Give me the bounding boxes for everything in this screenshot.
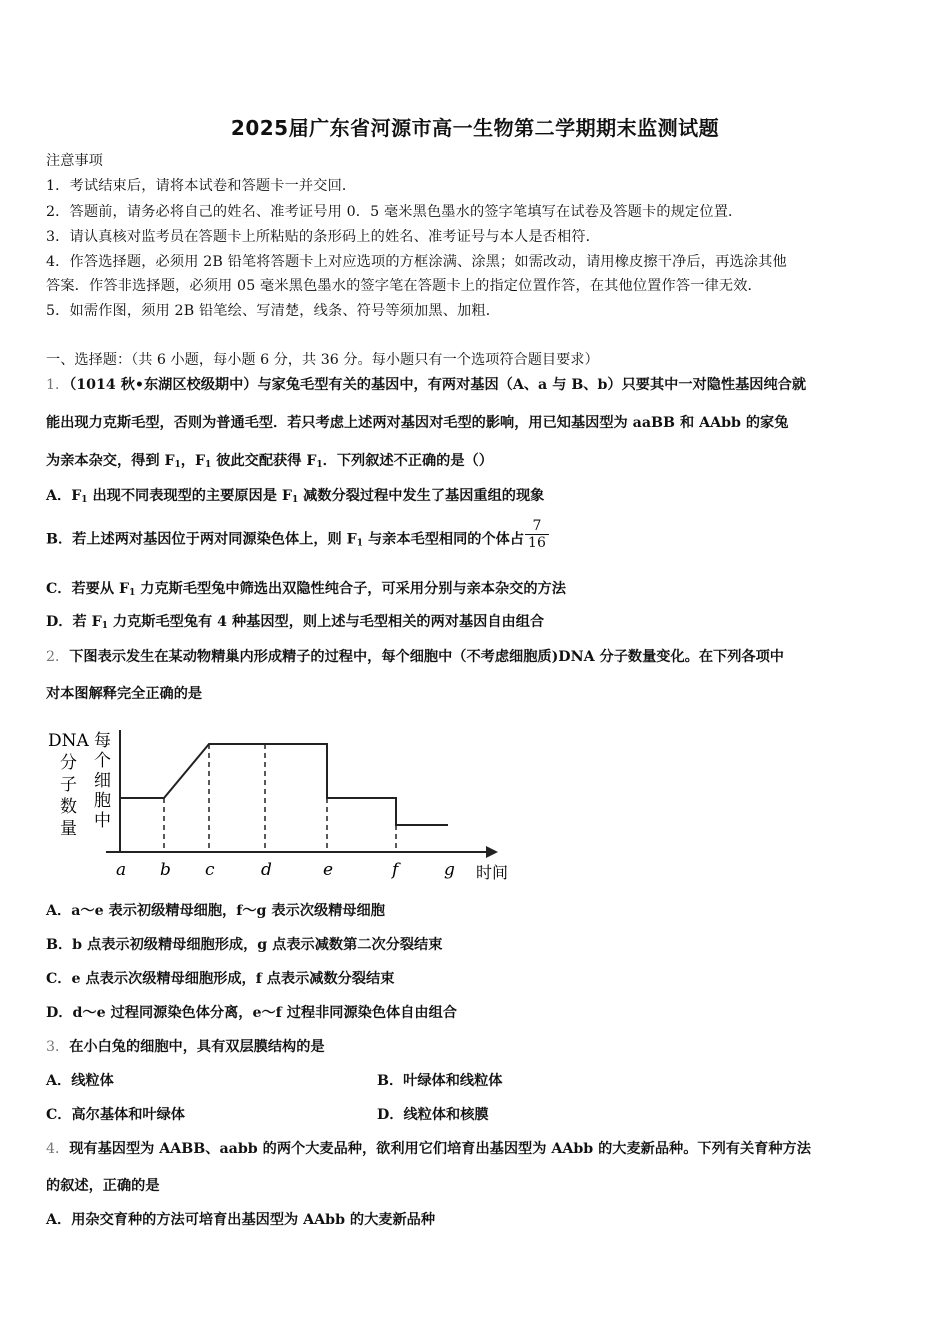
q1-line2: 能出现力克斯毛型，否则为普通毛型．若只考虑上述两对基因对毛型的影响，用已知基因型为 aaBB 和 AAbb 的家兔 xyxy=(46,415,789,431)
q3-option-a: A．线粒体 xyxy=(46,1073,114,1089)
page-title: 2025届广东省河源市高一生物第二学期期末监测试题 xyxy=(230,116,720,140)
q1-option-c: C．若要从 $F_1$ 力克斯毛型兔中筛选出双隐性纯合子，可采用分别与亲本杂交的方法 xyxy=(46,581,566,598)
y-label-char: 分 xyxy=(60,753,77,773)
y-label-char: 细 xyxy=(94,771,111,791)
q4-number: 4． xyxy=(46,1141,70,1157)
q4-line2: 的叙述，正确的是 xyxy=(46,1178,160,1194)
fraction: $\frac{7}{16}$ xyxy=(525,518,549,551)
x-tick-label-b: b xyxy=(160,860,171,880)
x-axis-arrow xyxy=(486,846,498,858)
x-tick-label-f: f xyxy=(392,860,399,880)
dna-series-line xyxy=(120,744,448,825)
q4-option-a: A．用杂交育种的方法可培育出基因型为 AAbb 的大麦新品种 xyxy=(46,1212,436,1228)
q1-number: 1． xyxy=(46,377,70,393)
x-tick-label-c: c xyxy=(205,860,215,880)
notice-heading: 注意事项 xyxy=(46,153,103,169)
y-label-char: 个 xyxy=(94,751,111,771)
y-label-char: 量 xyxy=(60,819,77,839)
q2-line1: 2．下图表示发生在某动物精巢内形成精子的过程中，每个细胞中（不考虑细胞质)DNA 分子数量变化。在下列各项中 xyxy=(46,649,784,665)
y-label-char: 胞 xyxy=(94,791,111,811)
notice-item: 1．考试结束后，请将本试卷和答题卡一并交回． xyxy=(46,178,357,194)
q2-line2: 对本图解释完全正确的是 xyxy=(46,686,203,702)
notice-item: 3．请认真核对监考员在答题卡上所粘贴的条形码上的姓名、准考证号与本人是否相符． xyxy=(46,229,601,245)
q3-option-d: D．线粒体和核膜 xyxy=(377,1107,489,1123)
q3-option-b: B．叶绿体和线粒体 xyxy=(377,1073,503,1089)
notice-item: 2．答题前，请务必将自己的姓名、准考证号用 0．5 毫米黑色墨水的签字笔填写在试卷及答题卡的规定位置． xyxy=(46,204,743,220)
x-tick-label-d: d xyxy=(261,860,272,880)
q1-option-b: B．若上述两对基因位于两对同源染色体上，则 $F_1$ 与亲本毛型相同的个体占 $\frac{7}{16}$ xyxy=(46,528,549,554)
dna-chart xyxy=(46,722,526,892)
x-tick-label-g: g xyxy=(444,860,455,880)
section-heading: 一、选择题：（共 6 小题，每小题 6 分，共 36 分。每小题只有一个选项符合题目要求） xyxy=(46,352,599,368)
q3-number: 3． xyxy=(46,1039,70,1055)
q3-option-c: C．高尔基体和叶绿体 xyxy=(46,1107,185,1123)
q1-line1: 1．（1014 秋•东湖区校级期中）与家兔毛型有关的基因中，有两对基因（A、a 与 B、b）只要其中一对隐性基因纯合就 xyxy=(46,377,807,393)
q2-option-c: C．e 点表示次级精母细胞形成，f 点表示减数分裂结束 xyxy=(46,971,395,987)
q1-line3: 为亲本杂交，得到 $F_1$，$F_1$ 彼此交配获得 $F_1$．下列叙述不正确的是（） xyxy=(46,453,493,470)
notice-item: 4．作答选择题，必须用 2B 铅笔将答题卡上对应选项的方框涂满、涂黑；如需改动，请用橡皮擦干净后，再选涂其他 xyxy=(46,254,787,270)
y-axis-label-right xyxy=(94,731,111,831)
q2-option-b: B．b 点表示初级精母细胞形成，g 点表示减数第二次分裂结束 xyxy=(46,937,443,953)
x-tick-label-a: a xyxy=(116,860,127,880)
q1-option-a: A．$F_1$ 出现不同表现型的主要原因是 $F_1$ 减数分裂过程中发生了基因重组的现象 xyxy=(46,488,545,505)
q1-option-d: D．若 $F_1$ 力克斯毛型兔有 4 种基因型，则上述与毛型相关的两对基因自由组合 xyxy=(46,614,545,631)
y-axis-label-left xyxy=(48,731,90,839)
x-tick-label-e: e xyxy=(323,860,334,880)
x-axis-label: 时间 xyxy=(476,863,509,882)
q2-number: 2． xyxy=(46,649,70,665)
y-label-char: 中 xyxy=(94,811,111,831)
q3-stem: 3．在小白兔的细胞中，具有双层膜结构的是 xyxy=(46,1039,325,1055)
y-label-char: 每 xyxy=(94,731,111,751)
y-label-char: 子 xyxy=(60,775,77,795)
y-label-char: DNA xyxy=(48,731,89,751)
notice-item: 答案．作答非选择题，必须用 05 毫米黑色墨水的签字笔在答题卡上的指定位置作答，在其他位置作答一律无效． xyxy=(46,278,762,294)
q4-line1: 4．现有基因型为 AABB、aabb 的两个大麦品种，欲利用它们培育出基因型为 AAbb 的大麦新品种。下列有关育种方法 xyxy=(46,1141,811,1157)
q2-option-d: D．d～e 过程同源染色体分离，e～f 过程非同源染色体自由组合 xyxy=(46,1005,457,1021)
y-label-char: 数 xyxy=(60,797,77,817)
notice-item: 5．如需作图，须用 2B 铅笔绘、写清楚，线条、符号等须加黑、加粗． xyxy=(46,303,501,319)
q2-option-a: A．a～e 表示初级精母细胞，f～g 表示次级精母细胞 xyxy=(46,903,385,919)
